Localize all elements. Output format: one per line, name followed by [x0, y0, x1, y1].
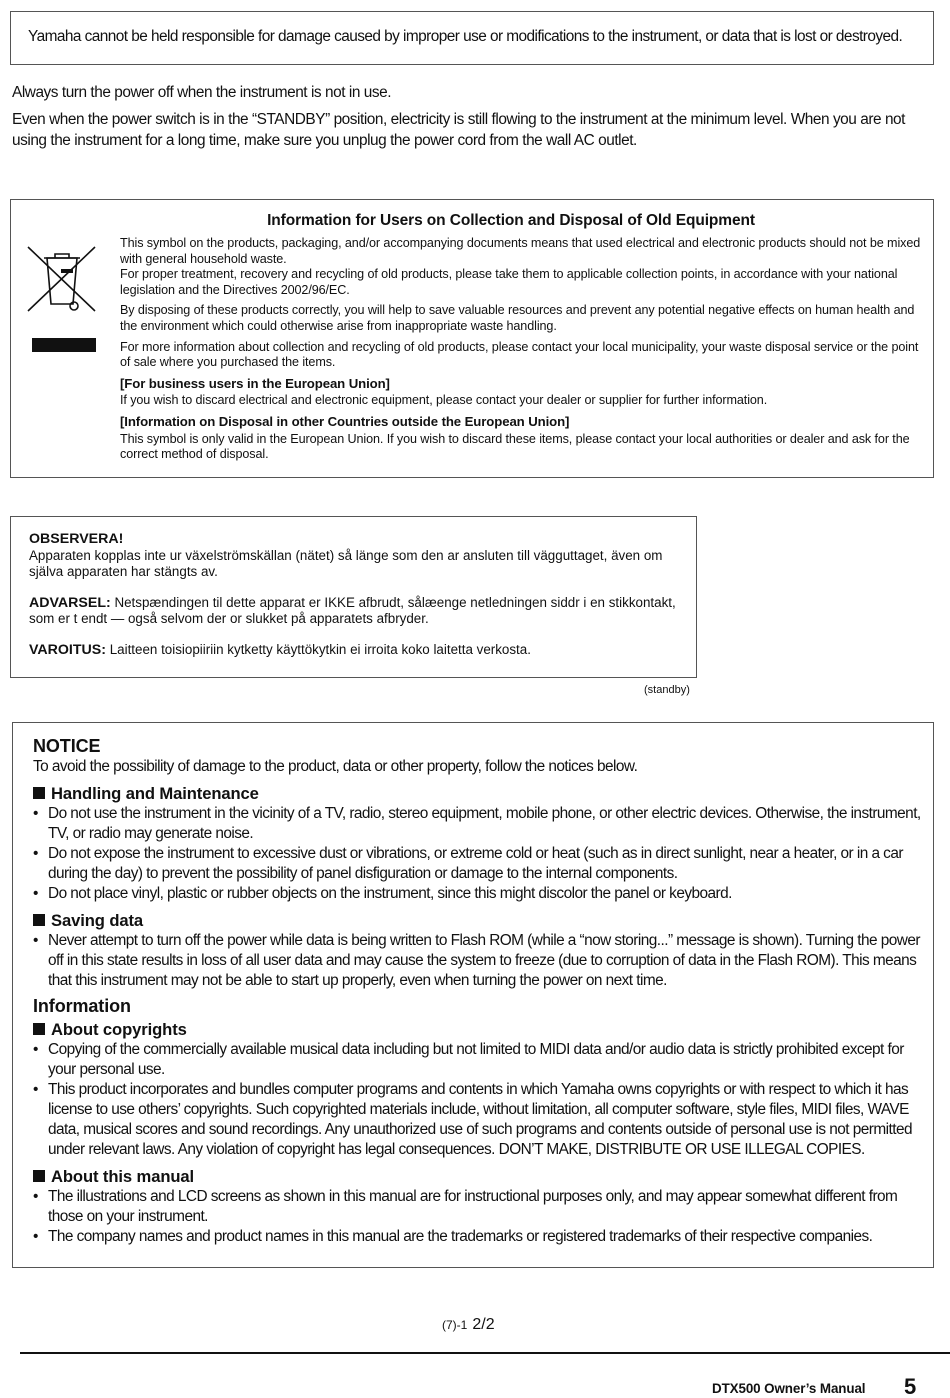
list-item: • Copying of the commercially available musical data including but not limited to MIDI data and/or audio data is strictly prohibited except for your personal use. — [33, 1040, 928, 1080]
saving-heading: Saving data — [33, 910, 928, 931]
power-off-note: Always turn the power off when the instrument is not in use. — [12, 84, 392, 101]
nordic-warning-box — [10, 516, 697, 678]
square-bullet-icon — [33, 914, 45, 926]
disclaimer-box — [10, 11, 934, 65]
notice-content — [33, 735, 928, 1247]
crossed-out-wheeled-bin-icon — [25, 244, 99, 314]
weee-paragraph: For proper treatment, recovery and recycling of old products, please take them to applicable collection points, in accordance with your national legislation and the Directives 2002/96/EC. — [120, 267, 898, 297]
page-code — [442, 1316, 495, 1334]
list-item: • This product incorporates and bundles computer programs and contents in which Yamaha owns copyrights or with respect to which it has license to use others’ copyrights. Such copyrighted materials include, without limitation, all computer software, style files, MIDI files, WAVE data, musical scores and sound recordings. Any unauthorized use of such programs and contents outside of personal use is not permitted under relevant laws. Any violation of copyright has legal consequences. DON’T MAKE, DISTRIBUTE OR USE ILLEGAL COPIES. — [33, 1080, 928, 1160]
manual-heading: About this manual — [33, 1166, 928, 1187]
handling-list — [33, 804, 928, 904]
list-item: • Do not use the instrument in the vicinity of a TV, radio, stereo equipment, mobile phone, or other electric devices. Otherwise, the instrument, TV, or radio may generate noise. — [33, 804, 928, 844]
list-item: • Never attempt to turn off the power while data is being written to Flash ROM (while a “now storing...” message is shown). Turning the power off in this state results in loss of all user data and may cause the system to freeze (due to corruption of data in the Flash ROM). This means that this instrument may not be able to start up properly, even when turning the power on next time. — [33, 931, 928, 991]
varoitus-block — [29, 642, 678, 659]
weee-disposal-box — [10, 199, 934, 478]
advarsel-label: ADVARSEL: — [29, 594, 111, 611]
varoitus-text: Laitteen toisiopiiriin kytketty käyttökytkin ei irroita koko laitetta verkosta. — [105, 641, 531, 657]
notice-title: NOTICE — [33, 736, 101, 756]
weee-paragraph: This symbol is only valid in the European Union. If you wish to discard these items, please contact your local authorities or dealer and ask for the correct method of disposal. — [120, 431, 910, 462]
disclaimer-text: Yamaha cannot be held responsible for damage caused by improper use or modifications to the instrument, or data that is lost or destroyed. — [28, 28, 903, 45]
square-bullet-icon — [33, 1023, 45, 1035]
page-number: 5 — [904, 1374, 917, 1398]
page-code-small: (7)-1 — [442, 1318, 468, 1332]
weee-outside-eu-heading: [Information on Disposal in other Countries outside the European Union] — [120, 413, 570, 429]
manual-list — [33, 1187, 928, 1247]
notice-box — [12, 722, 934, 1268]
standby-note: (standby) — [644, 684, 690, 696]
power-section — [12, 82, 934, 151]
advarsel-text: Netspændingen til dette apparat er IKKE afbrudt, sålæenge netledningen siddr i en stikkontakt, som er t endt — også selvom der or slukket på apparatets afbryder. — [29, 594, 676, 626]
weee-paragraph: By disposing of these products correctly, you will help to save valuable resources and prevent any potential negative effects on human health and the environment which could otherwise arise from inappropriate waste handling. — [120, 303, 915, 333]
weee-paragraph: If you wish to discard electrical and electronic equipment, please contact your dealer or supplier for further information. — [120, 393, 768, 408]
page-code-big: 2/2 — [472, 1316, 495, 1333]
observera-label: OBSERVERA! — [29, 531, 124, 547]
footer-rule — [20, 1352, 950, 1354]
copyright-heading: About copyrights — [33, 1019, 928, 1040]
handling-heading: Handling and Maintenance — [33, 783, 928, 804]
notice-intro: To avoid the possibility of damage to the product, data or other property, follow the notices below. — [33, 758, 638, 775]
weee-paragraph: This symbol on the products, packaging, and/or accompanying documents means that used electrical and electronic products should not be mixed with general household waste. — [120, 236, 921, 266]
list-item: • Do not place vinyl, plastic or rubber objects on the instrument, since this might discolor the panel or keyboard. — [33, 884, 928, 904]
information-title: Information — [33, 996, 131, 1016]
weee-paragraph: For more information about collection and recycling of old products, please contact your local municipality, your waste disposal service or the point of sale where you purchased the items. — [120, 339, 919, 370]
weee-business-heading: [For business users in the European Union] — [120, 375, 390, 391]
footer-title: DTX500 Owner’s Manual — [712, 1381, 866, 1396]
list-item: • The illustrations and LCD screens as shown in this manual are for instructional purposes only, and may appear somewhat different from those on your instrument. — [33, 1187, 928, 1227]
weee-body — [120, 236, 928, 463]
weee-title: Information for Users on Collection and Disposal of Old Equipment — [267, 212, 755, 229]
square-bullet-icon — [33, 787, 45, 799]
observera-block — [29, 531, 678, 581]
copyright-list — [33, 1040, 928, 1160]
square-bullet-icon — [33, 1170, 45, 1182]
list-item: • The company names and product names in this manual are the trademarks or registered trademarks of their respective companies. — [33, 1227, 928, 1247]
saving-list — [33, 931, 928, 991]
observera-text: Apparaten kopplas inte ur växelströmskällan (nätet) så länge som den ar ansluten till vägguttaget, även om själva apparaten har stängts av. — [29, 547, 663, 579]
advarsel-block — [29, 595, 678, 628]
standby-warning: Even when the power switch is in the “STANDBY” position, electricity is still flowing to the instrument at the minimum level. When you are not using the instrument for a long time, make sure you unplug the power cord from the wall AC outlet. — [12, 111, 905, 149]
weee-black-bar — [32, 338, 96, 352]
varoitus-label: VAROITUS: — [29, 641, 106, 658]
list-item: • Do not expose the instrument to excessive dust or vibrations, or extreme cold or heat (such as in direct sunlight, near a heater, or in a car during the day) to prevent the possibility of panel disfiguration or damage to the internal components. — [33, 844, 928, 884]
